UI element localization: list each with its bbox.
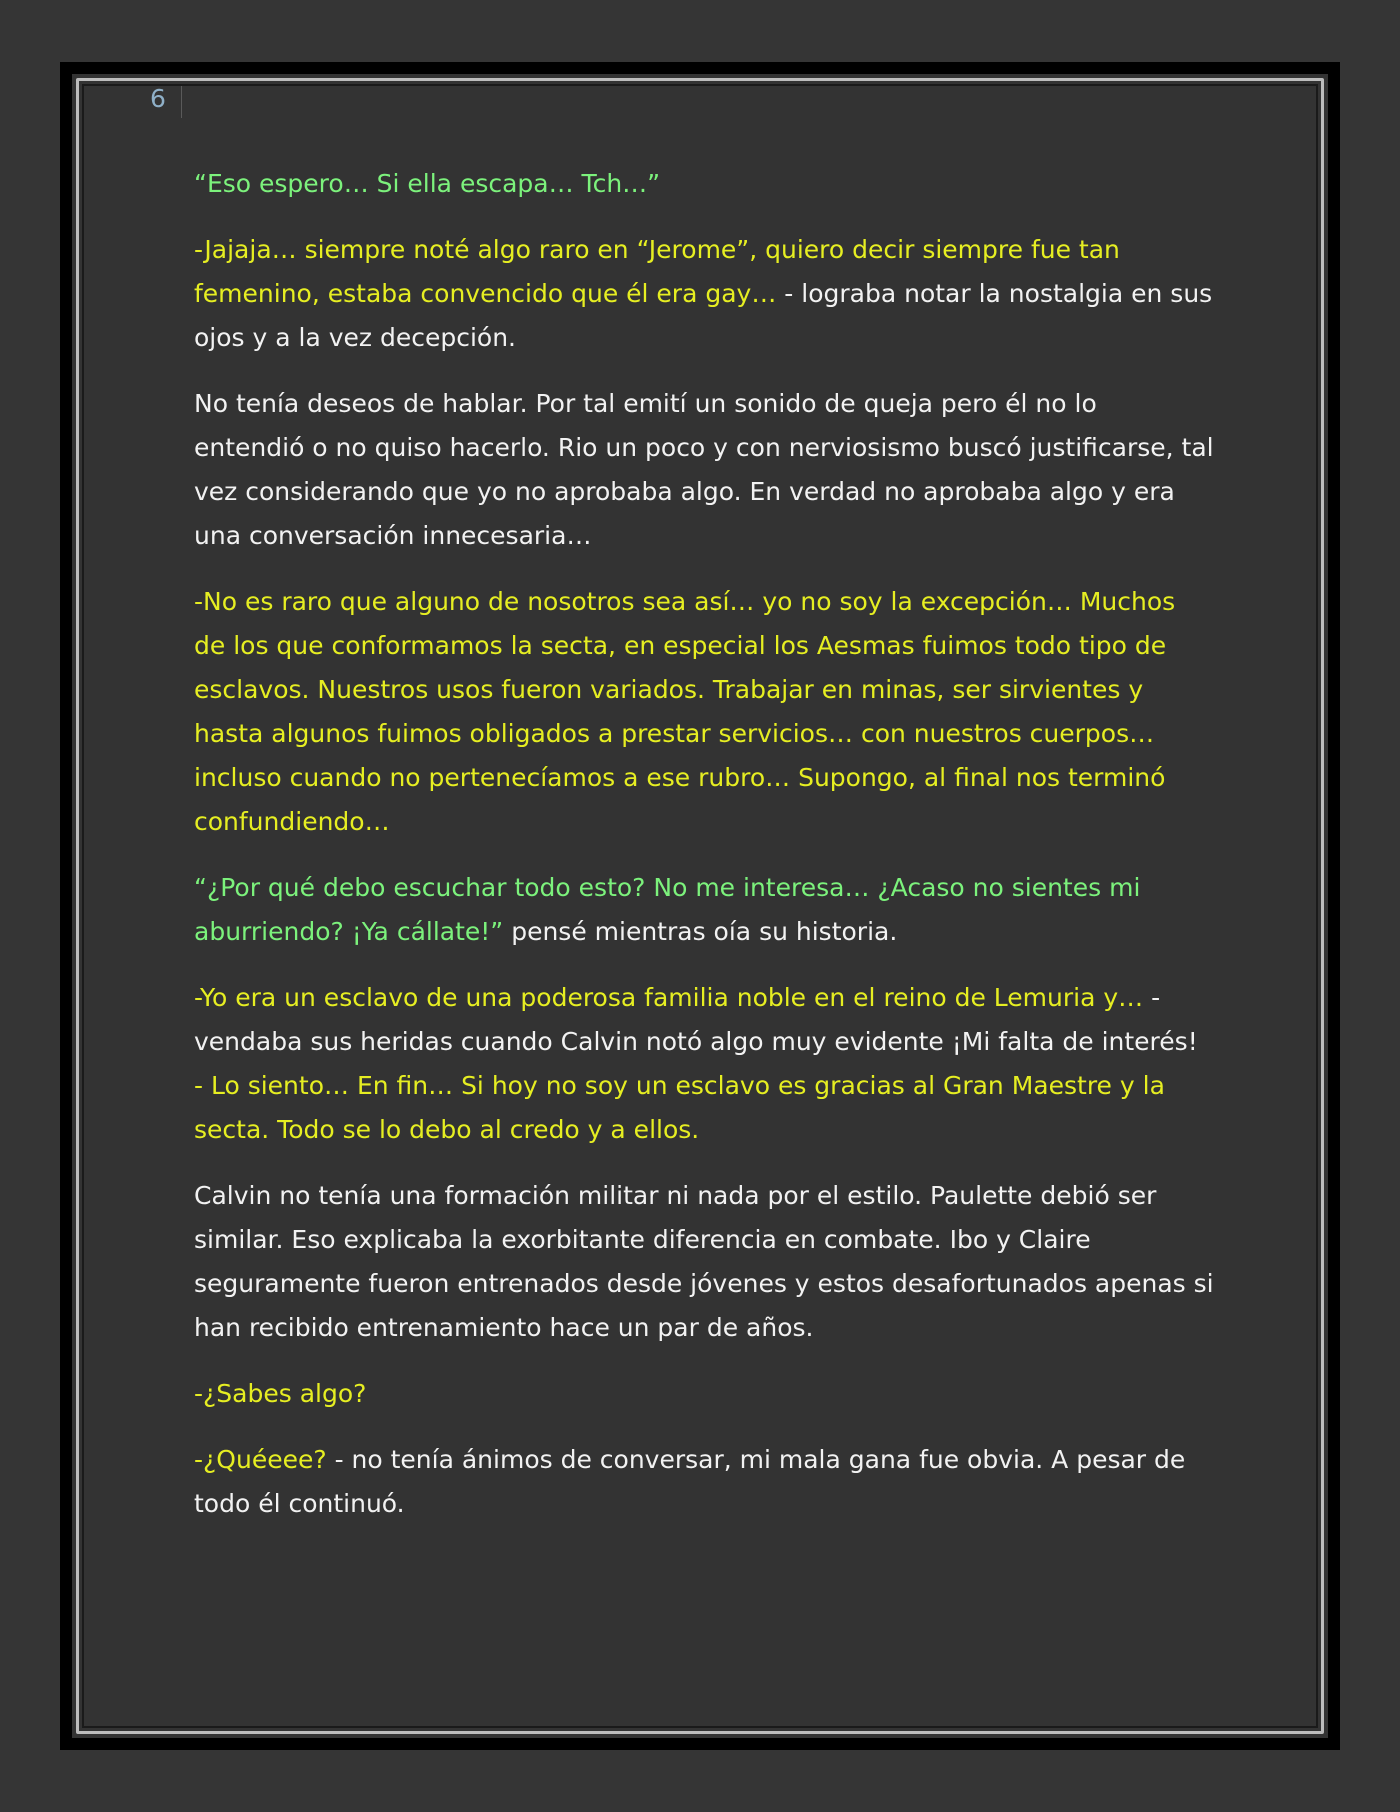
story-text	[194, 162, 1214, 1548]
page-number-divider	[181, 86, 182, 118]
dialogue-text: -¿Quéeee?	[194, 1445, 335, 1474]
narration-text: pensé mientras oía su historia.	[503, 917, 898, 946]
paragraph	[194, 866, 1214, 954]
paragraph	[194, 1372, 1214, 1416]
paragraph	[194, 976, 1214, 1152]
paragraph	[194, 1438, 1214, 1526]
narration-text: No tenía deseos de hablar. Por tal emití un sonido de queja pero él no lo entendió o no quiso hacerlo. Rio un poco y con nerviosismo buscó justificarse, tal vez considerando que yo no aprobaba algo. En verdad no aprobaba algo y era una conversación innecesaria…	[194, 389, 1214, 550]
thought-text: “¿Por qué debo escuchar todo esto? No me interesa… ¿Acaso no sientes mi aburriendo? ¡Ya cállate!”	[194, 873, 1141, 946]
page-number: 6	[150, 84, 166, 113]
paragraph	[194, 162, 1214, 206]
narration-text: Calvin no tenía una formación militar ni nada por el estilo. Paulette debió ser similar. Eso explicaba la exorbitante diferencia en combate. Ibo y Claire seguramente fueron entrenados desde jóvenes y estos desafortunados apenas si han recibido entrenamiento hace un par de años.	[194, 1181, 1214, 1342]
narration-text: - vendaba sus heridas cuando Calvin notó algo muy evidente ¡Mi falta de interés!	[194, 983, 1198, 1056]
dialogue-text: -Jajaja… siempre noté algo raro en “Jerome”, quiero decir siempre fue tan femenino, estaba convencido que él era gay…	[194, 235, 1120, 308]
dialogue-text: -Yo era un esclavo de una poderosa familia noble en el reino de Lemuria y…	[194, 983, 1152, 1012]
dialogue-text: - Lo siento… En fin… Si hoy no soy un esclavo es gracias al Gran Maestre y la secta. Todo se lo debo al credo y a ellos.	[194, 1071, 1165, 1144]
paragraph	[194, 1174, 1214, 1350]
paragraph	[194, 228, 1214, 360]
dialogue-text: -¿Sabes algo?	[194, 1379, 367, 1408]
thought-text: “Eso espero… Si ella escapa… Tch…”	[194, 169, 661, 198]
paragraph	[194, 580, 1214, 844]
narration-text: - lograba notar la nostalgia en sus ojos y a la vez decepción.	[194, 279, 1213, 352]
narration-text: - no tenía ánimos de conversar, mi mala gana fue obvia. A pesar de todo él continuó.	[194, 1445, 1186, 1518]
dialogue-text: -No es raro que alguno de nosotros sea así… yo no soy la excepción… Muchos de los que conformamos la secta, en especial los Aesmas fuimos todo tipo de esclavos. Nuestros usos fueron variados. Trabajar en minas, ser sirvientes y hasta algunos fuimos obligados a prestar servicios… con nuestros cuerpos… incluso cuando no pertenecíamos a ese rubro… Supongo, al final nos terminó confundiendo…	[194, 587, 1176, 836]
paragraph	[194, 382, 1214, 558]
